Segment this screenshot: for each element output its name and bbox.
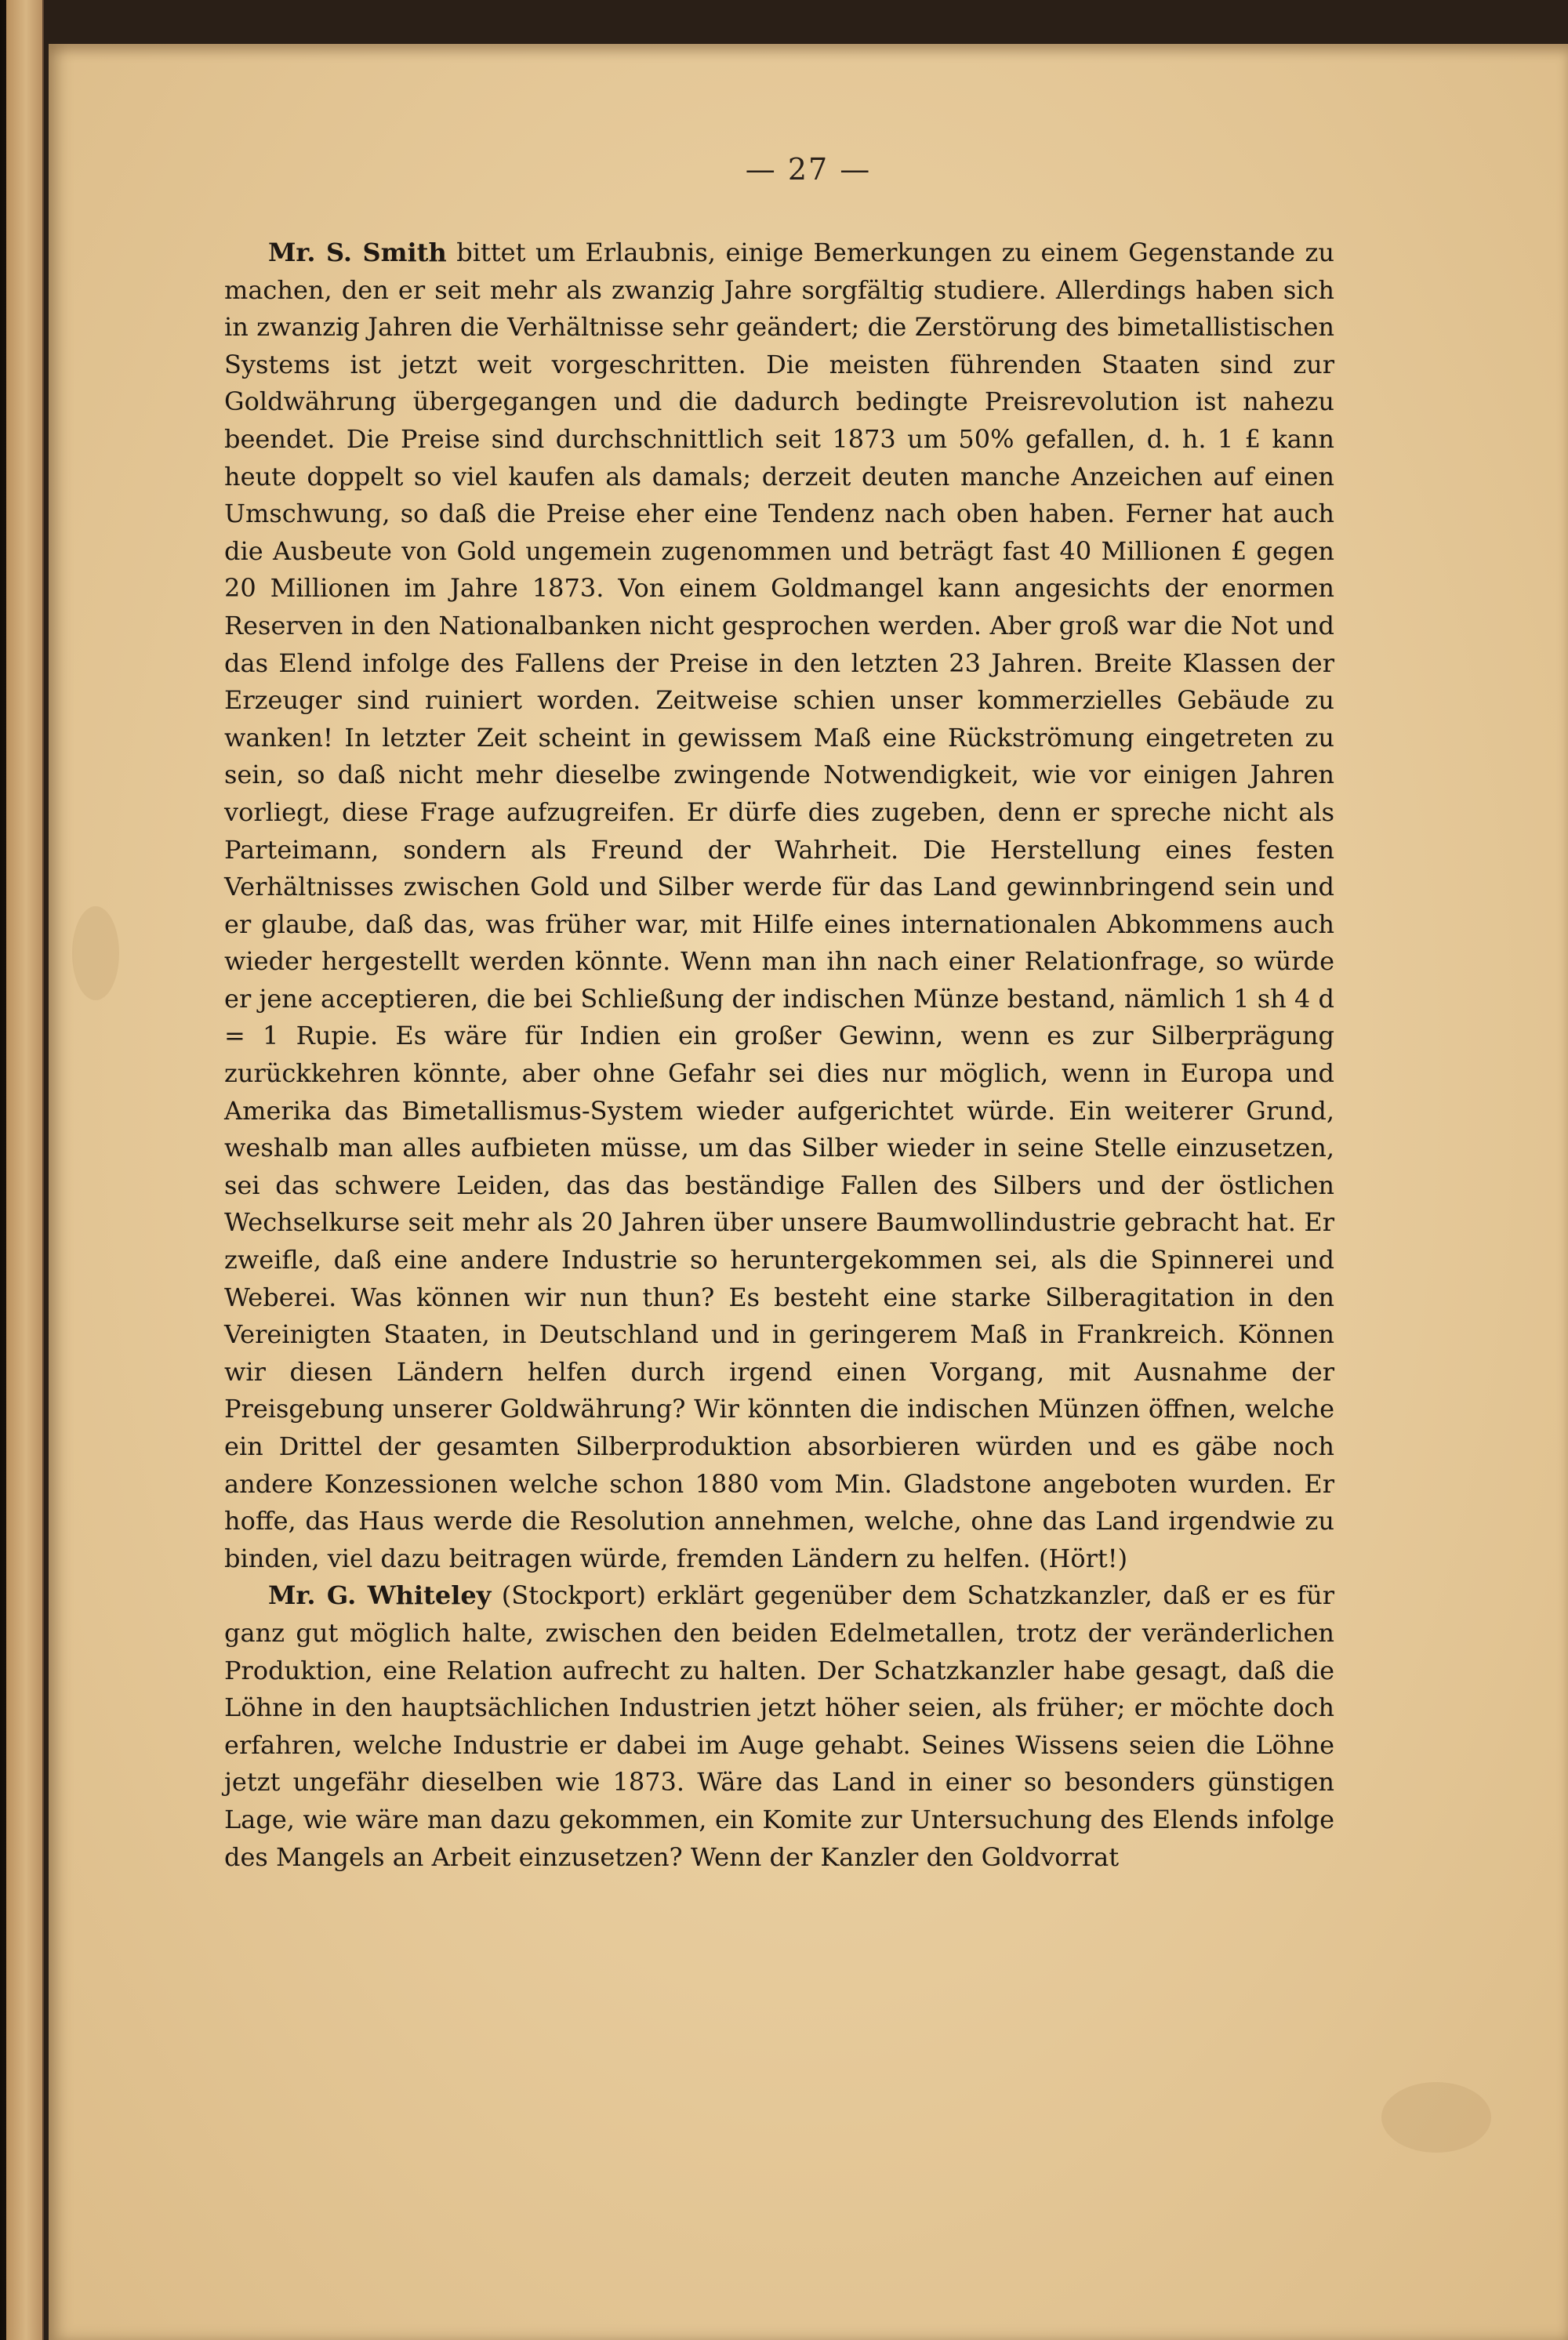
speaker-name: Mr. S. Smith [268, 238, 447, 267]
book-page [49, 44, 1568, 2340]
paragraph [224, 234, 1334, 1577]
paragraph [224, 1577, 1334, 1876]
facing-page-edge [6, 0, 44, 2340]
speaker-name: Mr. G. Whiteley [268, 1580, 492, 1611]
paragraph-text: (Stockport) erklärt gegenüber dem Schatzkanzler, daß er es für ganz gut möglich halte, zwischen den beiden Edelmetallen, trotz der veränderlichen Produktion, eine Relation aufrecht zu halten. Der Schatzkanzler habe gesagt, daß die Löhne in den hauptsächlichen Industrien jetzt höher seien, als früher; er möchte doch erfahren, welche Industrie er dabei im Auge gehabt. Seines Wissens seien die Löhne jetzt ungefähr dieselben wie 1873. Wäre das Land in einer so besonders günstigen Lage, wie wäre man dazu gekommen, ein Komite zur Untersuchung des Elends infolge des Mangels an Arbeit einzusetzen? Wenn der Kanzler den Goldvorrat [224, 1580, 1335, 1872]
paper-stain [1381, 2082, 1491, 2153]
body-text [224, 234, 1334, 1876]
paper-stain [72, 906, 119, 1000]
page-number: — 27 — [745, 152, 872, 187]
paragraph-text: bittet um Erlaubnis, einige Bemerkungen zu einem Gegenstande zu machen, den er seit mehr als zwanzig Jahre sorgfältig studiere. Allerdings haben sich in zwanzig Jahren die Verhältnisse sehr geändert; die Zerstörung des bimetallistischen Systems ist jetzt weit vorgeschritten. Die meisten führenden Staaten sind zur Goldwährung übergegangen und die dadurch bedingte Preisrevolution ist nahezu beendet. Die Preise sind durchschnittlich seit 1873 um 50% gefallen, d. h. 1 £ kann heute doppelt so viel kaufen als damals; derzeit deuten manche Anzeichen auf einen Umschwung, so daß die Preise eher eine Tendenz nach oben haben. Ferner hat auch die Ausbeute von Gold ungemein zugenommen und beträgt fast 40 Millionen £ gegen 20 Millionen im Jahre 1873. Von einem Goldmangel kann angesichts der enormen Reserven in den Nationalbanken nicht gesprochen werden. Aber groß war die Not und das Elend infolge des Fallens der Preise in den letzten 23 Jahren. Breite Klassen der Erzeuger sind ruiniert worden. Zeitweise schien unser kommerzielles Gebäude zu wanken! In letzter Zeit scheint in gewissem Maß eine Rückströmung eingetreten zu sein, so daß nicht mehr dieselbe zwingende Notwendigkeit, wie vor einigen Jahren vorliegt, diese Frage aufzugreifen. Er dürfe dies zugeben, denn er spreche nicht als Parteimann, sondern als Freund der Wahrheit. Die Herstellung eines festen Verhältnisses zwischen Gold und Silber werde für das Land gewinnbringend sein und er glaube, daß das, was früher war, mit Hilfe eines internationalen Abkommens auch wieder hergestellt werden könnte. Wenn man ihn nach einer Relationfrage, so würde er jene acceptieren, die bei Schließung der indischen Münze bestand, nämlich 1 sh 4 d = 1 Rupie. Es wäre für Indien ein großer Gewinn, wenn es zur Silberprägung zurückkehren könnte, aber ohne Gefahr sei dies nur möglich, wenn in Europa und Amerika das Bimetallismus-System wieder aufgerichtet würde. Ein weiterer Grund, weshalb man alles aufbieten müsse, um das Silber wieder in seine Stelle einzusetzen, sei das schwere Leiden, das das beständige Fallen des Silbers und der östlichen Wechselkurse seit mehr als 20 Jahren über unsere Baumwollindustrie gebracht hat. Er zweifle, daß eine andere Industrie so heruntergekommen sei, als die Spinnerei und Weberei. Was können wir nun thun? Es besteht eine starke Silberagitation in den Vereinigten Staaten, in Deutschland und in geringerem Maß in Frankreich. Können wir diesen Ländern helfen durch irgend einen Vorgang, mit Ausnahme der Preisgebung unserer Goldwährung? Wir könnten die indischen Münzen öffnen, welche ein Drittel der gesamten Silberproduktion absorbieren würden und es gäbe noch andere Konzessionen welche schon 1880 vom Min. Gladstone angeboten wurden. Er hoffe, das Haus werde die Resolution annehmen, welche, ohne das Land irgendwie zu binden, viel dazu beitragen würde, fremden Ländern zu helfen. (Hört!) [224, 238, 1335, 1573]
